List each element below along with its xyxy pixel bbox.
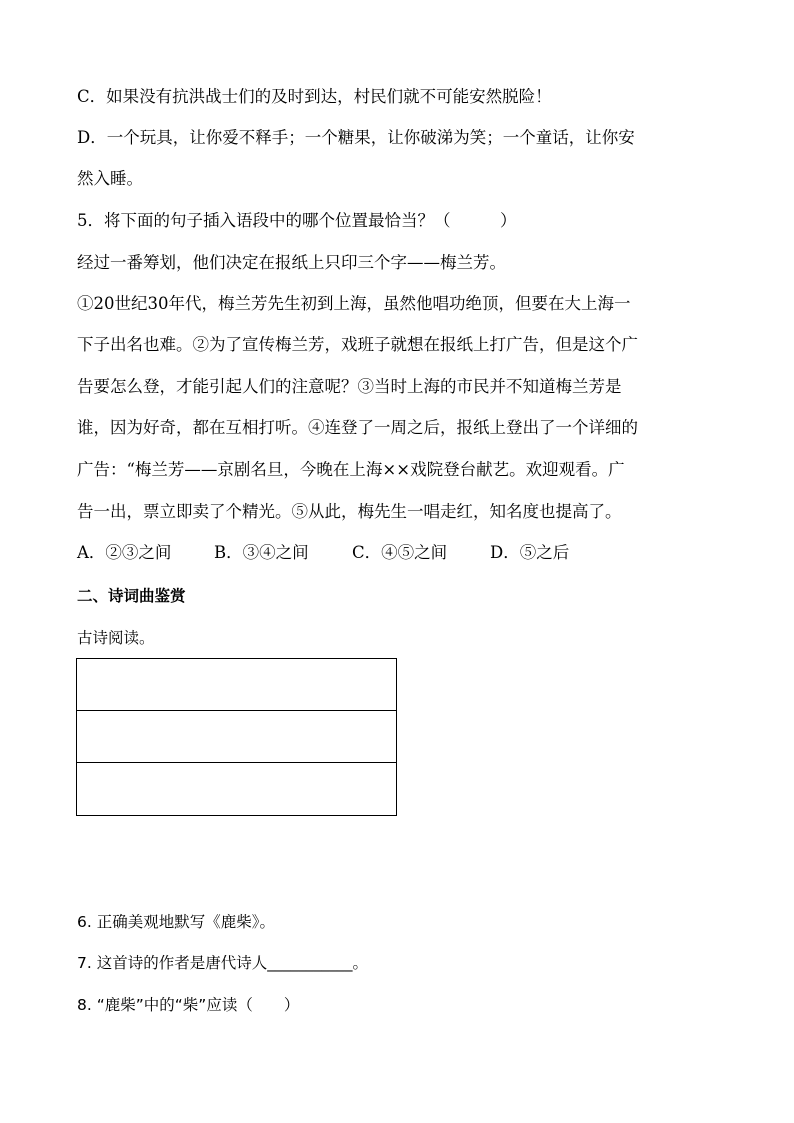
option-c: C．④⑤之间 (352, 543, 448, 562)
passage-line: ①20世纪30年代，梅兰芳先生初到上海，虽然他唱功绝顶，但要在大上海一 (77, 294, 631, 313)
question-5-options (77, 541, 637, 565)
passage-line: 告要怎么登，才能引起人们的注意呢？③当时上海的市民并不知道梅兰芳是 (77, 377, 622, 396)
question-6: 6. 正确美观地默写《鹿柴》。 (77, 913, 275, 931)
option-b: B．③④之间 (214, 543, 309, 562)
passage-line: 谁，因为好奇，都在互相打听。④连登了一周之后，报纸上登出了一个详细的 (77, 418, 638, 437)
answer-table (76, 658, 397, 816)
question-5-stem: 5．将下面的句子插入语段中的哪个位置最恰当？（ ） (77, 211, 517, 230)
answer-row[interactable] (77, 763, 396, 817)
passage-line: 广告：“梅兰芳——京剧名旦，今晚在上海××戏院登台献艺。欢迎观看。广 (77, 460, 625, 479)
passage-line: 告一出，票立即卖了个精光。⑤从此，梅先生一唱走红，知名度也提高了。 (77, 502, 622, 521)
answer-row[interactable] (77, 659, 396, 711)
question-7: 7. 这首诗的作者是唐代诗人___________。 (77, 954, 368, 972)
option-d: D．⑤之后 (490, 543, 570, 562)
passage-line: 下子出名也难。②为了宣传梅兰芳，戏班子就想在报纸上打广告，但是这个广 (77, 335, 638, 354)
option-d-q4-line2: 然入睡。 (77, 169, 143, 188)
question-5-sentence: 经过一番筹划，他们决定在报纸上只印三个字——梅兰芳。 (77, 253, 506, 272)
option-c-q4: C．如果没有抗洪战士们的及时到达，村民们就不可能安然脱险！ (77, 87, 552, 106)
answer-row[interactable] (77, 711, 396, 763)
section-heading: 二、诗词曲鉴赏 (77, 587, 186, 605)
section-intro: 古诗阅读。 (77, 629, 155, 647)
option-d-q4-line1: D．一个玩具，让你爱不释手；一个糖果，让你破涕为笑；一个童话，让你安 (77, 128, 635, 147)
question-8: 8. “鹿柴”中的“柴”应读（ ） (77, 996, 300, 1014)
option-a: A．②③之间 (77, 543, 172, 562)
